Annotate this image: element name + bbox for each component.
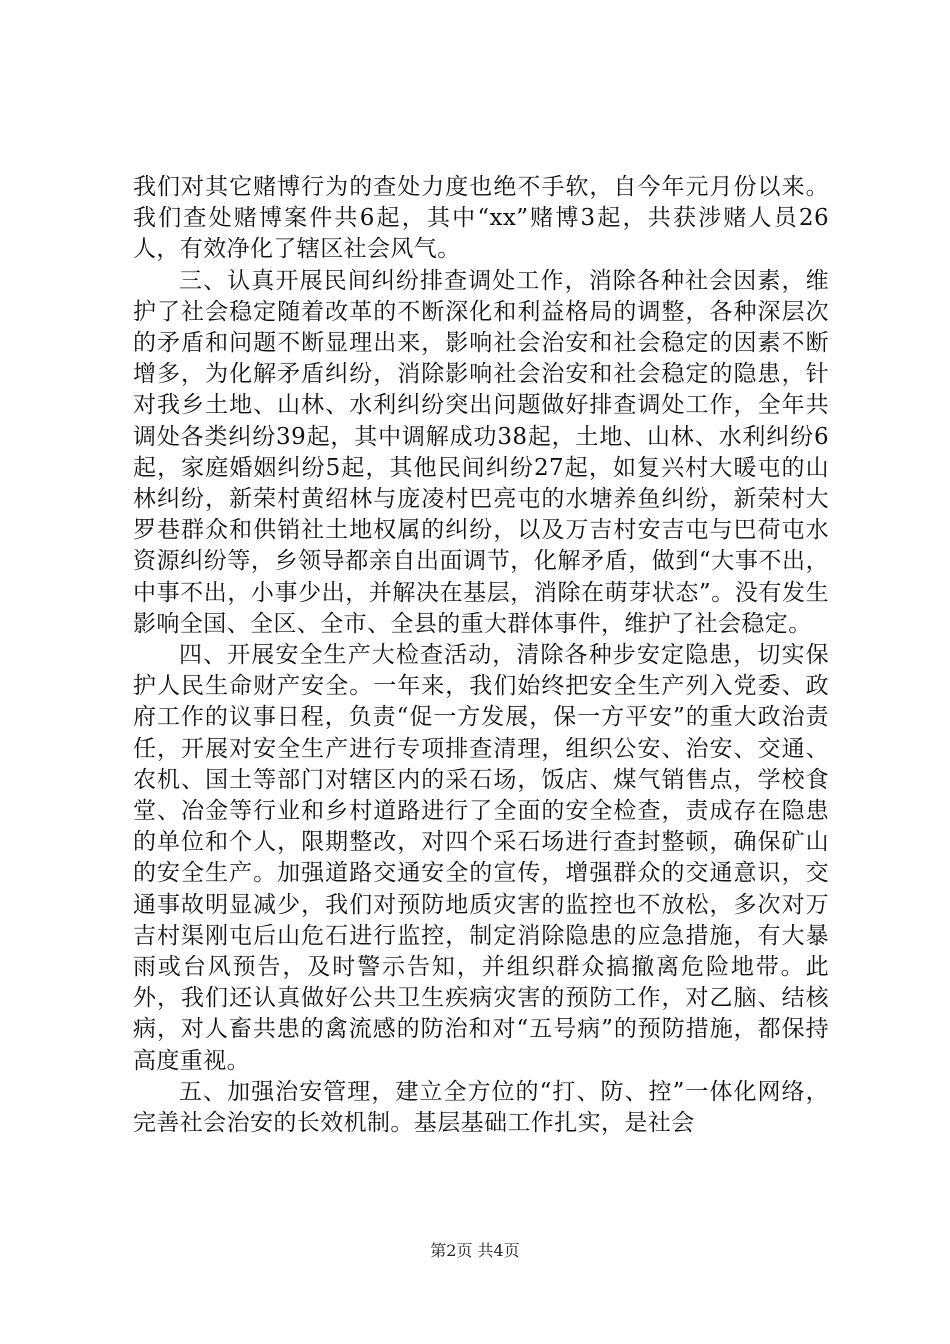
paragraph-section-four: 四、开展安全生产大检查活动，清除各种步安定隐患，切实保护人民生命财产安全。一年来，我们始终把安全生产列入党委、政府工作的议事日程，负责“促一方发展，保一方平安”的重大政治责任，开展对安全生产进行专项排查清理，组织公安、治安、交通、农机、国土等部门对辖区内的采石场，饭店、煤气销售点，学校食堂、冶金等行业和乡村道路进行了全面的安全检查，责成存在隐患的单位和个人，限期整改，对四个采石场进行查封整顿，确保矿山的安全生产。加强道路交通安全的宣传，增强群众的交通意识，交通事故明显减少，我们对预防地质灾害的监控也不放松，多次对万吉村渠刚屯后山危石进行监控，制定消除隐患的应急措施，有大暴雨或台风预告，及时警示告知，并组织群众搞撤离危险地带。此外，我们还认真做好公共卫生疾病灾害的预防工作，对乙脑、结核病，对人畜共患的禽流感的防治和对“五号病”的预防措施，都保持高度重视。 (133, 642, 829, 1074)
paragraph-section-three: 三、认真开展民间纠纷排查调处工作，消除各种社会因素，维护了社会稳定随着改革的不断深化和利益格局的调整，各种深层次的矛盾和问题不断显理出来，影响社会治安和社会稳定的因素不断增多，为化解矛盾纠纷，消除影响社会治安和社会稳定的隐患，针对我乡土地、山林、水利纠纷突出问题做好排查调处工作，全年共调处各类纠纷39起，其中调解成功38起，土地、山林、水利纠纷6起，家庭婚姻纠纷5起，其他民间纠纷27起，如复兴村大暖屯的山林纠纷，新荣村黄绍林与庞凌村巴亮屯的水塘养鱼纠纷，新荣村大罗巷群众和供销社土地权属的纠纷，以及万吉村安吉屯与巴荷屯水资源纠纷等，乡领导都亲自出面调节，化解矛盾，做到“大事不出，中事不出，小事少出，并解决在基层，消除在萌芽状态”。没有发生影响全国、全区、全市、全县的重大群体事件，维护了社会稳定。 (133, 267, 829, 637)
document-body (133, 172, 829, 1139)
paragraph-section-five: 五、加强治安管理，建立全方位的“打、防、控”一体化网络，完善社会治安的长效机制。基层基础工作扎实，是社会 (133, 1078, 829, 1137)
page-number-footer: 第2页 共4页 (430, 1241, 520, 1260)
paragraph-continuation: 我们对其它赌博行为的查处力度也绝不手软，自今年元月份以来。我们查处赌博案件共6起，其中“xx”赌博3起，共获涉赌人员26人，有效净化了辖区社会风气。 (133, 174, 829, 263)
